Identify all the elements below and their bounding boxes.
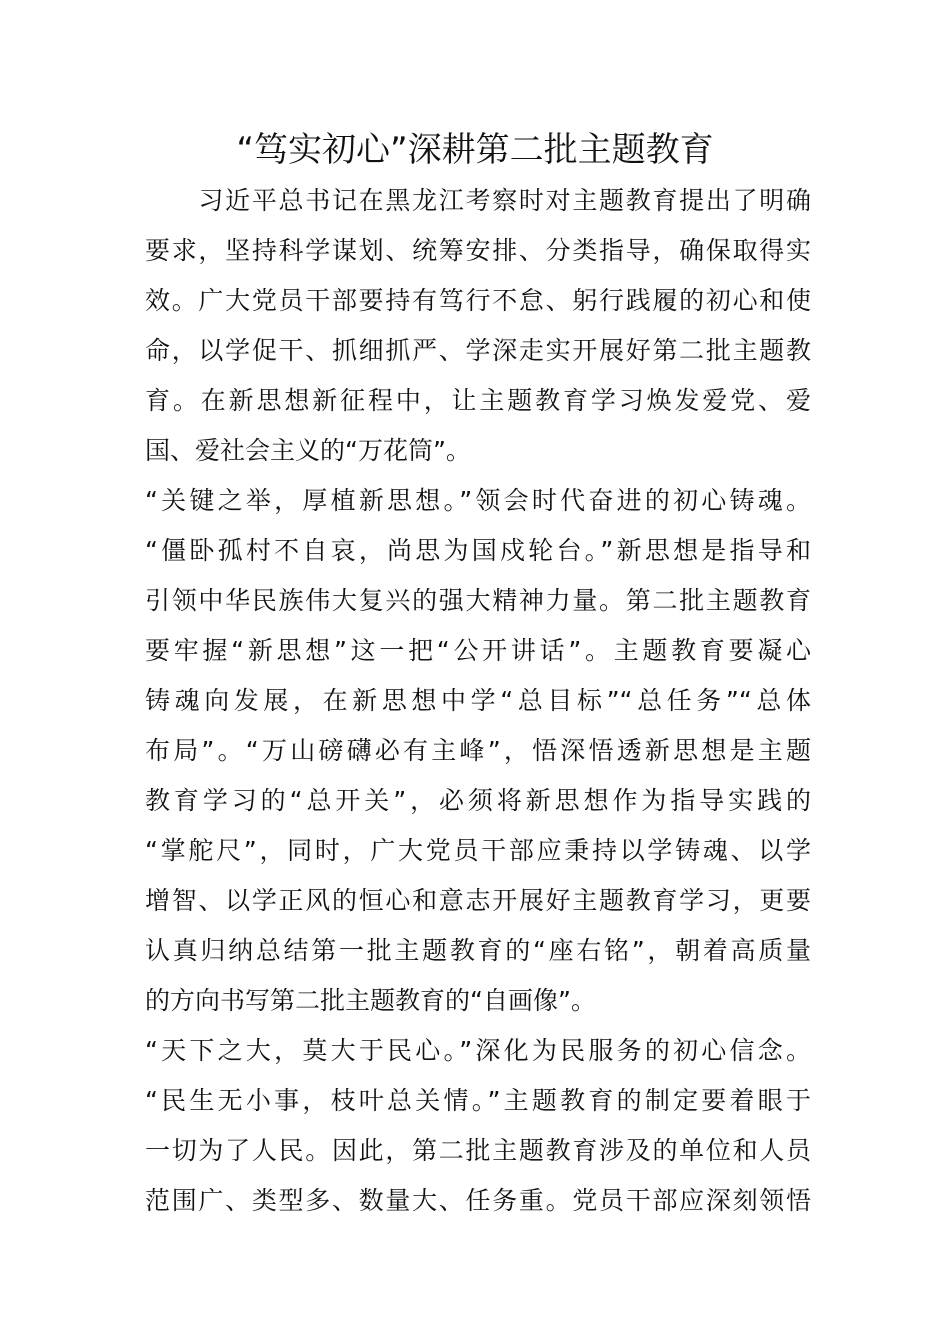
body-line: 要牢握“新思想”这一把“公开讲话”。主题教育要凝心 [145,636,811,665]
body-line: 认真归纳总结第一批主题教育的“座右铭”，朝着高质量 [145,936,811,965]
body-line: 一切为了人民。因此，第二批主题教育涉及的单位和人员 [145,1136,811,1165]
body-line: “天下之大，莫大于民心。”深化为民服务的初心信念。 [145,1036,811,1065]
body-line: “僵卧孤村不自哀，尚思为国戍轮台。”新思想是指导和 [145,536,811,565]
body-line: 育。在新思想新征程中，让主题教育学习焕发爱党、爱 [145,386,811,415]
body-line: 增智、以学正风的恒心和意志开展好主题教育学习，更要 [145,886,811,915]
document-title: “笃实初心”深耕第二批主题教育 [236,130,714,170]
body-line: “民生无小事，枝叶总关情。”主题教育的制定要着眼于 [145,1086,811,1115]
body-line: 范围广、类型多、数量大、任务重。党员干部应深刻领悟 [145,1186,811,1215]
body-line: “关键之举，厚植新思想。”领会时代奋进的初心铸魂。 [145,486,811,515]
body-line: 的方向书写第二批主题教育的“自画像”。 [145,986,596,1015]
body-line: “掌舵尺”，同时，广大党员干部应秉持以学铸魂、以学 [145,836,811,865]
body-line: 教育学习的“总开关”，必须将新思想作为指导实践的 [145,786,811,815]
body-line: 命，以学促干、抓细抓严、学深走实开展好第二批主题教 [145,336,811,365]
body-line: 铸魂向发展，在新思想中学“总目标”“总任务”“总体 [145,686,811,715]
document-body [145,176,811,1226]
body-line: 国、爱社会主义的“万花筒”。 [145,436,471,465]
body-line: 习近平总书记在黑龙江考察时对主题教育提出了明确 [145,186,811,215]
body-line: 效。广大党员干部要持有笃行不怠、躬行践履的初心和使 [145,286,811,315]
body-line: 要求，坚持科学谋划、统筹安排、分类指导，确保取得实 [145,236,811,265]
body-line: 引领中华民族伟大复兴的强大精神力量。第二批主题教育 [145,586,811,615]
body-line: 布局”。“万山磅礴必有主峰”，悟深悟透新思想是主题 [145,736,811,765]
